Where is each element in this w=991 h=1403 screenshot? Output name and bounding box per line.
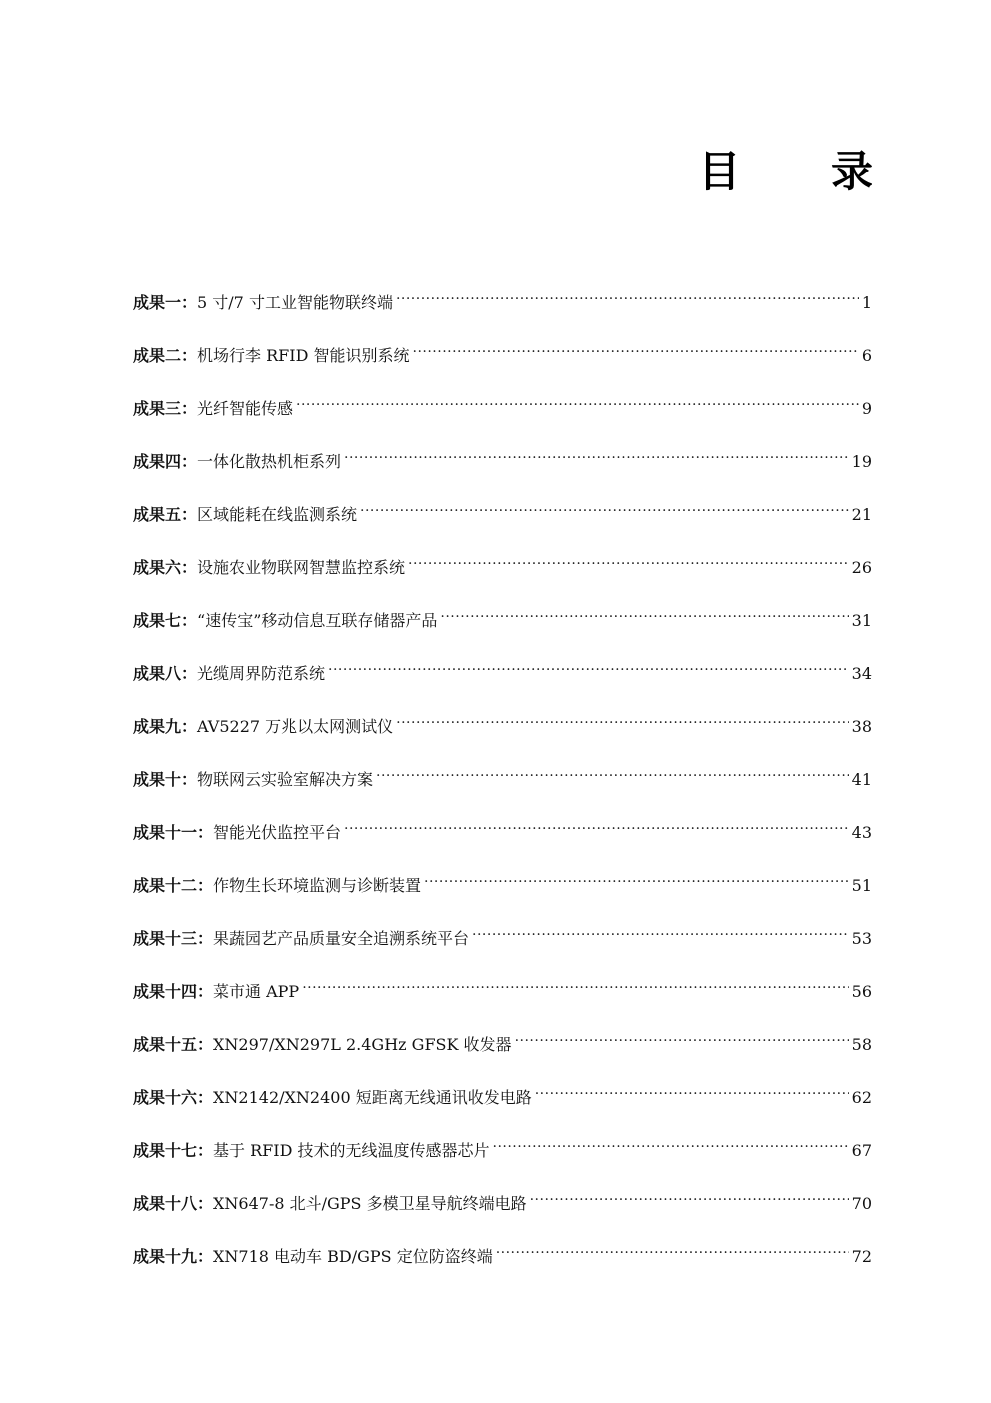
toc-entry-title: 设施农业物联网智慧监控系统 [197,558,406,577]
toc-entry-page-number: 6 [861,346,872,365]
toc-entry-page-number: 41 [851,770,872,789]
toc-entry[interactable] [133,492,872,545]
toc-entry[interactable] [133,280,872,333]
toc-entry[interactable] [133,333,872,386]
table-of-contents [133,280,872,1287]
page-title: 目 录 [698,147,911,196]
toc-entry-title: “速传宝”移动信息互联存储器产品 [197,611,438,630]
toc-entry-title: 机场行李 RFID 智能识别系统 [197,346,410,365]
toc-entry-title: 智能光伏监控平台 [213,823,342,842]
toc-entry-label: 成果七： [133,611,198,630]
toc-entry[interactable] [133,863,872,916]
toc-entry-page-number: 51 [851,876,872,895]
toc-entry-label: 成果十三： [133,929,214,948]
toc-entry-title: 作物生长环境监测与诊断装置 [213,876,422,895]
toc-entry-title: AV5227 万兆以太网测试仪 [197,717,394,736]
toc-entry-label: 成果四： [133,452,198,471]
toc-dot-leader [472,916,849,944]
toc-entry-page-number: 19 [851,452,872,471]
toc-dot-leader [496,1234,849,1262]
toc-entry-title: XN2142/XN2400 短距离无线通讯收发电路 [213,1088,532,1107]
toc-entry[interactable] [133,810,872,863]
toc-entry-title: 5 寸/7 寸工业智能物联终端 [197,293,393,312]
toc-entry-title: 一体化散热机柜系列 [197,452,342,471]
toc-entry[interactable] [133,916,872,969]
toc-entry-page-number: 67 [851,1141,872,1160]
toc-dot-leader [493,1128,849,1156]
toc-entry-title: XN647-8 北斗/GPS 多模卫星导航终端电路 [213,1194,527,1213]
toc-entry-label: 成果三： [133,399,198,418]
toc-entry-label: 成果二： [133,346,198,365]
toc-entry[interactable] [133,757,872,810]
toc-entry[interactable] [133,1075,872,1128]
toc-dot-leader [344,810,849,838]
toc-entry-page-number: 56 [851,982,872,1001]
toc-entry-label: 成果十五： [133,1035,214,1054]
toc-entry-title: XN297/XN297L 2.4GHz GFSK 收发器 [213,1035,512,1054]
toc-entry[interactable] [133,386,872,439]
toc-entry-page-number: 21 [851,505,872,524]
toc-entry-label: 成果十七： [133,1141,214,1160]
toc-entry-label: 成果九： [133,717,198,736]
toc-entry-label: 成果八： [133,664,198,683]
toc-dot-leader [413,333,859,361]
toc-entry[interactable] [133,1234,872,1287]
toc-entry[interactable] [133,969,872,1022]
toc-entry-page-number: 31 [851,611,872,630]
toc-entry[interactable] [133,1181,872,1234]
toc-dot-leader [424,863,849,891]
toc-entry-page-number: 58 [851,1035,872,1054]
toc-entry-page-number: 1 [861,293,872,312]
toc-entry-title: XN718 电动车 BD/GPS 定位防盗终端 [213,1247,493,1266]
toc-dot-leader [302,969,848,997]
toc-dot-leader [530,1181,849,1209]
toc-dot-leader [376,757,849,785]
toc-dot-leader [328,651,849,679]
toc-entry[interactable] [133,704,872,757]
toc-entry-page-number: 34 [851,664,872,683]
toc-dot-leader [408,545,849,573]
toc-entry-label: 成果十六： [133,1088,214,1107]
toc-entry-page-number: 72 [851,1247,872,1266]
toc-entry-title: 区域能耗在线监测系统 [197,505,358,524]
toc-entry-label: 成果六： [133,558,198,577]
toc-entry-page-number: 38 [851,717,872,736]
toc-entry-page-number: 43 [851,823,872,842]
toc-entry[interactable] [133,1022,872,1075]
toc-entry-title: 基于 RFID 技术的无线温度传感器芯片 [213,1141,490,1160]
toc-entry-title: 物联网云实验室解决方案 [197,770,374,789]
toc-entry-label: 成果十八： [133,1194,214,1213]
toc-entry[interactable] [133,439,872,492]
toc-dot-leader [440,598,848,626]
toc-dot-leader [344,439,849,467]
toc-entry-label: 成果十九： [133,1247,214,1266]
toc-entry-title: 菜市通 APP [213,982,300,1001]
toc-entry-label: 成果十四： [133,982,214,1001]
toc-dot-leader [515,1022,849,1050]
toc-entry-label: 成果十二： [133,876,214,895]
toc-entry[interactable] [133,651,872,704]
toc-entry-label: 成果五： [133,505,198,524]
toc-entry-title: 光纤智能传感 [197,399,294,418]
toc-entry-title: 果蔬园艺产品质量安全追溯系统平台 [213,929,470,948]
toc-entry-title: 光缆周界防范系统 [197,664,326,683]
toc-entry[interactable] [133,598,872,651]
toc-entry-page-number: 9 [861,399,872,418]
toc-entry-page-number: 62 [851,1088,872,1107]
toc-dot-leader [296,386,859,414]
toc-dot-leader [535,1075,849,1103]
toc-entry-label: 成果十一： [133,823,214,842]
toc-entry-label: 成果一： [133,293,198,312]
toc-dot-leader [396,280,859,308]
toc-dot-leader [396,704,849,732]
toc-entry-page-number: 53 [851,929,872,948]
toc-entry-page-number: 70 [851,1194,872,1213]
toc-entry-page-number: 26 [851,558,872,577]
toc-entry[interactable] [133,545,872,598]
toc-entry-label: 成果十： [133,770,198,789]
toc-dot-leader [360,492,849,520]
toc-entry[interactable] [133,1128,872,1181]
